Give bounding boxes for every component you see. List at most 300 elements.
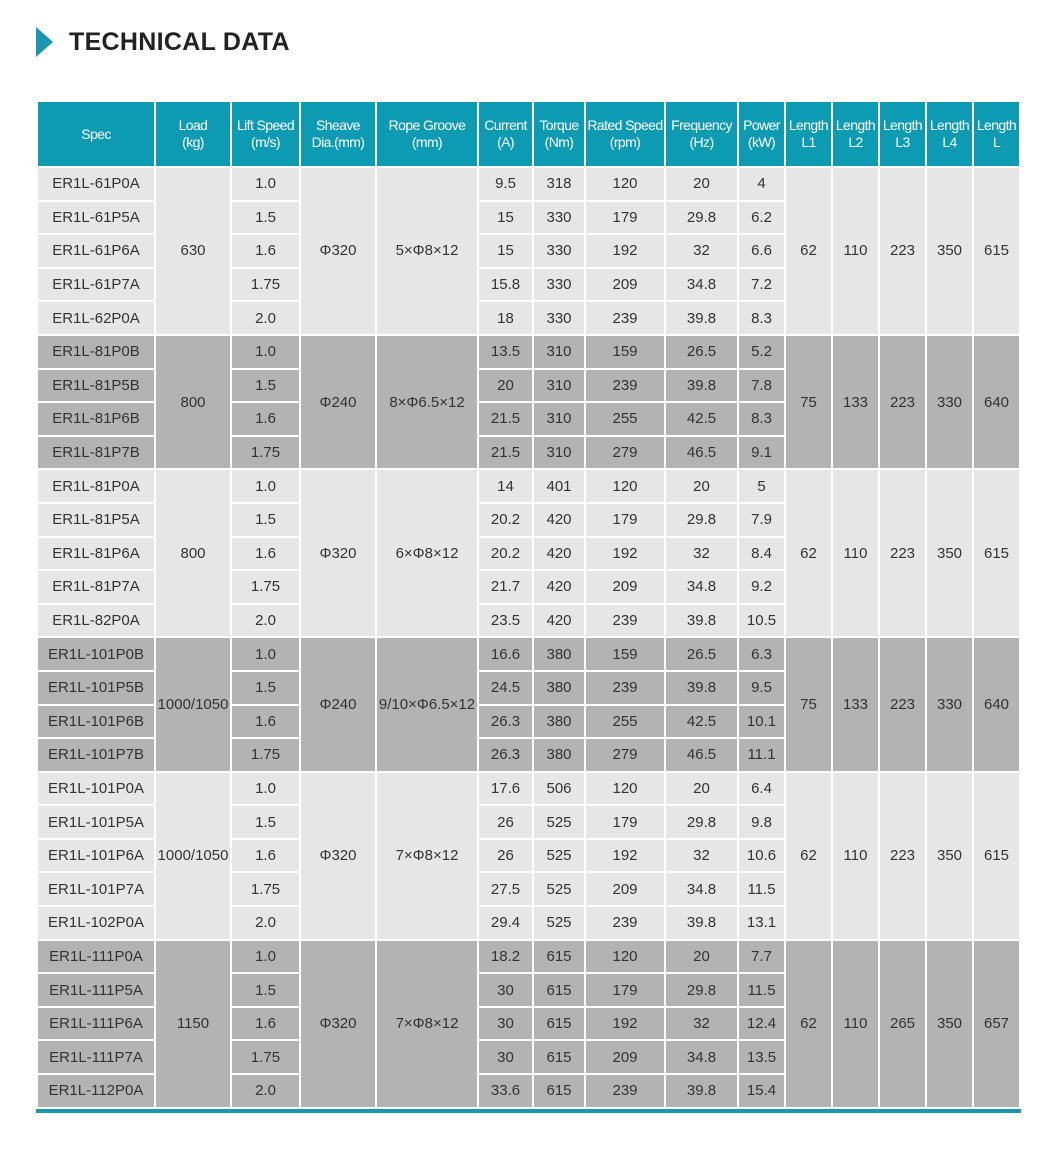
header-unit: L2 — [848, 134, 863, 150]
length-l2-cell: 133 — [833, 336, 878, 468]
spec-cell: ER1L-101P6B — [38, 706, 154, 738]
lift-speed-cell: 1.6 — [232, 235, 299, 267]
power-cell: 4 — [739, 168, 784, 200]
spec-cell: ER1L-81P5B — [38, 370, 154, 402]
header-unit: (A) — [497, 134, 514, 150]
power-cell: 9.5 — [739, 672, 784, 704]
frequency-cell: 32 — [666, 840, 737, 872]
page-title: TECHNICAL DATA — [69, 27, 290, 56]
length-l4-cell: 350 — [927, 941, 972, 1107]
power-cell: 10.5 — [739, 605, 784, 637]
spec-cell: ER1L-61P0A — [38, 168, 154, 200]
rated-speed-cell: 159 — [586, 638, 664, 670]
header-unit: (mm) — [411, 134, 443, 150]
current-cell: 17.6 — [479, 773, 532, 805]
torque-cell: 525 — [534, 907, 584, 939]
rated-speed-cell: 279 — [586, 739, 664, 771]
rated-speed-cell: 192 — [586, 538, 664, 570]
current-cell: 21.7 — [479, 571, 532, 603]
header-unit: (kg) — [182, 134, 204, 150]
current-cell: 33.6 — [479, 1075, 532, 1107]
current-cell: 15.8 — [479, 269, 532, 301]
torque-cell: 401 — [534, 470, 584, 502]
header-rope-groove — [377, 102, 477, 166]
rated-speed-cell: 179 — [586, 974, 664, 1006]
length-l1-cell: 75 — [786, 336, 831, 468]
header-label: Current — [484, 117, 527, 133]
current-cell: 26 — [479, 840, 532, 872]
torque-cell: 420 — [534, 571, 584, 603]
power-cell: 6.3 — [739, 638, 784, 670]
frequency-cell: 39.8 — [666, 370, 737, 402]
current-cell: 18.2 — [479, 941, 532, 973]
current-cell: 13.5 — [479, 336, 532, 368]
lift-speed-cell: 2.0 — [232, 1075, 299, 1107]
current-cell: 24.5 — [479, 672, 532, 704]
spec-cell: ER1L-81P7B — [38, 437, 154, 469]
length-l3-cell: 223 — [880, 336, 925, 468]
frequency-cell: 34.8 — [666, 571, 737, 603]
sheave-dia-cell: Φ320 — [301, 470, 375, 636]
header-unit: L4 — [942, 134, 957, 150]
rated-speed-cell: 209 — [586, 269, 664, 301]
current-cell: 27.5 — [479, 873, 532, 905]
power-cell: 7.2 — [739, 269, 784, 301]
spec-cell: ER1L-61P7A — [38, 269, 154, 301]
frequency-cell: 29.8 — [666, 202, 737, 234]
frequency-cell: 34.8 — [666, 1041, 737, 1073]
power-cell: 11.1 — [739, 739, 784, 771]
rated-speed-cell: 120 — [586, 470, 664, 502]
power-cell: 6.4 — [739, 773, 784, 805]
sheave-dia-cell: Φ320 — [301, 773, 375, 939]
torque-cell: 615 — [534, 941, 584, 973]
frequency-cell: 42.5 — [666, 403, 737, 435]
header-length-l — [974, 102, 1019, 166]
power-cell: 13.1 — [739, 907, 784, 939]
current-cell: 14 — [479, 470, 532, 502]
rated-speed-cell: 239 — [586, 1075, 664, 1107]
power-cell: 5.2 — [739, 336, 784, 368]
header-current — [479, 102, 532, 166]
lift-speed-cell: 1.6 — [232, 403, 299, 435]
lift-speed-cell: 2.0 — [232, 907, 299, 939]
spec-cell: ER1L-102P0A — [38, 907, 154, 939]
header-unit: L — [992, 134, 1001, 150]
frequency-cell: 20 — [666, 470, 737, 502]
frequency-cell: 34.8 — [666, 873, 737, 905]
header-sheave-dia — [301, 102, 375, 166]
frequency-cell: 46.5 — [666, 739, 737, 771]
frequency-cell: 46.5 — [666, 437, 737, 469]
power-cell: 5 — [739, 470, 784, 502]
length-l-cell: 640 — [974, 638, 1019, 770]
torque-cell: 615 — [534, 1041, 584, 1073]
header-unit: (Hz) — [689, 134, 714, 150]
load-cell: 1000/1050 — [156, 773, 230, 939]
current-cell: 26 — [479, 806, 532, 838]
torque-cell: 380 — [534, 672, 584, 704]
torque-cell: 420 — [534, 504, 584, 536]
torque-cell: 525 — [534, 806, 584, 838]
rated-speed-cell: 209 — [586, 873, 664, 905]
header-rated-speed — [586, 102, 664, 166]
spec-cell: ER1L-101P7B — [38, 739, 154, 771]
torque-cell: 615 — [534, 974, 584, 1006]
spec-cell: ER1L-81P6B — [38, 403, 154, 435]
rated-speed-cell: 239 — [586, 605, 664, 637]
rope-groove-cell: 8×Φ6.5×12 — [377, 336, 477, 468]
header-length-l4 — [927, 102, 972, 166]
spec-cell: ER1L-111P5A — [38, 974, 154, 1006]
rope-groove-cell: 7×Φ8×12 — [377, 773, 477, 939]
length-l1-cell: 62 — [786, 168, 831, 334]
torque-cell: 420 — [534, 605, 584, 637]
spec-cell: ER1L-111P7A — [38, 1041, 154, 1073]
lift-speed-cell: 1.75 — [232, 269, 299, 301]
rated-speed-cell: 239 — [586, 370, 664, 402]
rated-speed-cell: 239 — [586, 302, 664, 334]
load-cell: 630 — [156, 168, 230, 334]
frequency-cell: 20 — [666, 168, 737, 200]
power-cell: 10.1 — [739, 706, 784, 738]
spec-cell: ER1L-82P0A — [38, 605, 154, 637]
header-label: Sheave — [316, 117, 360, 133]
lift-speed-cell: 1.6 — [232, 538, 299, 570]
lift-speed-cell: 1.5 — [232, 370, 299, 402]
length-l-cell: 615 — [974, 470, 1019, 636]
frequency-cell: 29.8 — [666, 806, 737, 838]
power-cell: 9.1 — [739, 437, 784, 469]
current-cell: 30 — [479, 1008, 532, 1040]
frequency-cell: 32 — [666, 1008, 737, 1040]
torque-cell: 330 — [534, 269, 584, 301]
current-cell: 23.5 — [479, 605, 532, 637]
frequency-cell: 39.8 — [666, 907, 737, 939]
header-unit: L1 — [801, 134, 816, 150]
load-cell: 800 — [156, 470, 230, 636]
torque-cell: 380 — [534, 706, 584, 738]
frequency-cell: 39.8 — [666, 672, 737, 704]
header-label: Power — [743, 117, 780, 133]
header-label: Rated Speed — [587, 117, 663, 133]
table-body — [38, 168, 1019, 1107]
header-load — [156, 102, 230, 166]
frequency-cell: 29.8 — [666, 974, 737, 1006]
header-length-l3 — [880, 102, 925, 166]
torque-cell: 525 — [534, 873, 584, 905]
power-cell: 7.8 — [739, 370, 784, 402]
rated-speed-cell: 179 — [586, 202, 664, 234]
spec-cell: ER1L-61P5A — [38, 202, 154, 234]
header-length-l1 — [786, 102, 831, 166]
length-l4-cell: 350 — [927, 773, 972, 939]
rated-speed-cell: 120 — [586, 941, 664, 973]
power-cell: 6.6 — [739, 235, 784, 267]
spec-cell: ER1L-61P6A — [38, 235, 154, 267]
torque-cell: 380 — [534, 638, 584, 670]
length-l4-cell: 330 — [927, 336, 972, 468]
spec-cell: ER1L-81P0A — [38, 470, 154, 502]
rated-speed-cell: 209 — [586, 571, 664, 603]
lift-speed-cell: 1.75 — [232, 873, 299, 905]
torque-cell: 330 — [534, 235, 584, 267]
power-cell: 7.9 — [739, 504, 784, 536]
frequency-cell: 34.8 — [666, 269, 737, 301]
length-l4-cell: 330 — [927, 638, 972, 770]
sheave-dia-cell: Φ320 — [301, 168, 375, 334]
frequency-cell: 20 — [666, 773, 737, 805]
table-row — [38, 336, 1019, 368]
header-unit: (Nm) — [544, 134, 574, 150]
rated-speed-cell: 192 — [586, 840, 664, 872]
lift-speed-cell: 1.0 — [232, 773, 299, 805]
power-cell: 11.5 — [739, 974, 784, 1006]
lift-speed-cell: 1.5 — [232, 504, 299, 536]
lift-speed-cell: 1.0 — [232, 470, 299, 502]
rated-speed-cell: 239 — [586, 672, 664, 704]
current-cell: 16.6 — [479, 638, 532, 670]
technical-data-table — [36, 100, 1021, 1113]
sheave-dia-cell: Φ240 — [301, 336, 375, 468]
lift-speed-cell: 1.6 — [232, 840, 299, 872]
header-label: Load — [178, 117, 208, 133]
length-l3-cell: 223 — [880, 470, 925, 636]
length-l3-cell: 223 — [880, 168, 925, 334]
header-power — [739, 102, 784, 166]
lift-speed-cell: 1.5 — [232, 202, 299, 234]
length-l2-cell: 110 — [833, 470, 878, 636]
rope-groove-cell: 7×Φ8×12 — [377, 941, 477, 1107]
current-cell: 15 — [479, 235, 532, 267]
spec-cell: ER1L-101P7A — [38, 873, 154, 905]
current-cell: 15 — [479, 202, 532, 234]
spec-cell: ER1L-101P5B — [38, 672, 154, 704]
torque-cell: 380 — [534, 739, 584, 771]
power-cell: 6.2 — [739, 202, 784, 234]
load-cell: 1150 — [156, 941, 230, 1107]
frequency-cell: 32 — [666, 235, 737, 267]
header-label: Length — [882, 117, 923, 133]
header-label: Frequency — [671, 117, 732, 133]
table-row — [38, 638, 1019, 670]
length-l1-cell: 75 — [786, 638, 831, 770]
header-frequency — [666, 102, 737, 166]
rated-speed-cell: 239 — [586, 907, 664, 939]
length-l2-cell: 110 — [833, 941, 878, 1107]
length-l2-cell: 110 — [833, 773, 878, 939]
power-cell: 8.3 — [739, 302, 784, 334]
length-l1-cell: 62 — [786, 773, 831, 939]
torque-cell: 615 — [534, 1075, 584, 1107]
header-label: Spec — [81, 125, 111, 142]
power-cell: 13.5 — [739, 1041, 784, 1073]
rated-speed-cell: 255 — [586, 403, 664, 435]
torque-cell: 615 — [534, 1008, 584, 1040]
current-cell: 26.3 — [479, 739, 532, 771]
current-cell: 21.5 — [479, 437, 532, 469]
power-cell: 7.7 — [739, 941, 784, 973]
current-cell: 26.3 — [479, 706, 532, 738]
frequency-cell: 26.5 — [666, 638, 737, 670]
lift-speed-cell: 1.75 — [232, 739, 299, 771]
length-l3-cell: 265 — [880, 941, 925, 1107]
spec-cell: ER1L-111P0A — [38, 941, 154, 973]
spec-cell: ER1L-81P6A — [38, 538, 154, 570]
header-label: Length — [929, 117, 970, 133]
torque-cell: 330 — [534, 202, 584, 234]
load-cell: 800 — [156, 336, 230, 468]
lift-speed-cell: 1.6 — [232, 1008, 299, 1040]
length-l1-cell: 62 — [786, 941, 831, 1107]
lift-speed-cell: 2.0 — [232, 605, 299, 637]
sheave-dia-cell: Φ240 — [301, 638, 375, 770]
torque-cell: 310 — [534, 370, 584, 402]
spec-cell: ER1L-81P7A — [38, 571, 154, 603]
header-length-l2 — [833, 102, 878, 166]
rated-speed-cell: 209 — [586, 1041, 664, 1073]
table-row — [38, 470, 1019, 502]
frequency-cell: 32 — [666, 538, 737, 570]
frequency-cell: 29.8 — [666, 504, 737, 536]
rated-speed-cell: 120 — [586, 168, 664, 200]
length-l-cell: 657 — [974, 941, 1019, 1107]
current-cell: 21.5 — [479, 403, 532, 435]
header-label: Lift Speed — [236, 117, 295, 133]
current-cell: 30 — [479, 1041, 532, 1073]
rope-groove-cell: 9/10×Φ6.5×12 — [377, 638, 477, 770]
power-cell: 12.4 — [739, 1008, 784, 1040]
spec-cell: ER1L-111P6A — [38, 1008, 154, 1040]
header-unit: (rpm) — [609, 134, 641, 150]
torque-cell: 310 — [534, 403, 584, 435]
current-cell: 29.4 — [479, 907, 532, 939]
triangle-bullet-icon — [36, 27, 53, 57]
lift-speed-cell: 1.6 — [232, 706, 299, 738]
lift-speed-cell: 1.0 — [232, 941, 299, 973]
table-row — [38, 773, 1019, 805]
spec-cell: ER1L-81P5A — [38, 504, 154, 536]
sheave-dia-cell: Φ320 — [301, 941, 375, 1107]
power-cell: 11.5 — [739, 873, 784, 905]
current-cell: 20.2 — [479, 504, 532, 536]
length-l3-cell: 223 — [880, 638, 925, 770]
spec-cell: ER1L-101P5A — [38, 806, 154, 838]
header-unit: (kW) — [747, 134, 776, 150]
lift-speed-cell: 1.5 — [232, 806, 299, 838]
torque-cell: 318 — [534, 168, 584, 200]
frequency-cell: 26.5 — [666, 336, 737, 368]
current-cell: 9.5 — [479, 168, 532, 200]
header-label: Rope Groove — [388, 117, 466, 133]
length-l2-cell: 133 — [833, 638, 878, 770]
current-cell: 20 — [479, 370, 532, 402]
lift-speed-cell: 1.0 — [232, 168, 299, 200]
frequency-cell: 42.5 — [666, 706, 737, 738]
lift-speed-cell: 1.5 — [232, 672, 299, 704]
torque-cell: 525 — [534, 840, 584, 872]
rated-speed-cell: 159 — [586, 336, 664, 368]
length-l3-cell: 223 — [880, 773, 925, 939]
length-l2-cell: 110 — [833, 168, 878, 334]
lift-speed-cell: 1.75 — [232, 571, 299, 603]
table-row — [38, 168, 1019, 200]
lift-speed-cell: 1.0 — [232, 638, 299, 670]
header-torque — [534, 102, 584, 166]
table-row — [38, 941, 1019, 973]
spec-cell: ER1L-101P0A — [38, 773, 154, 805]
header-label: Length — [976, 117, 1017, 133]
rated-speed-cell: 179 — [586, 504, 664, 536]
rated-speed-cell: 120 — [586, 773, 664, 805]
torque-cell: 330 — [534, 302, 584, 334]
length-l1-cell: 62 — [786, 470, 831, 636]
rated-speed-cell: 192 — [586, 1008, 664, 1040]
rated-speed-cell: 179 — [586, 806, 664, 838]
header-unit: (m/s) — [251, 134, 280, 150]
lift-speed-cell: 1.5 — [232, 974, 299, 1006]
frequency-cell: 20 — [666, 941, 737, 973]
current-cell: 18 — [479, 302, 532, 334]
lift-speed-cell: 1.0 — [232, 336, 299, 368]
power-cell: 9.8 — [739, 806, 784, 838]
torque-cell: 420 — [534, 538, 584, 570]
rated-speed-cell: 279 — [586, 437, 664, 469]
lift-speed-cell: 1.75 — [232, 1041, 299, 1073]
spec-cell: ER1L-101P0B — [38, 638, 154, 670]
frequency-cell: 39.8 — [666, 302, 737, 334]
current-cell: 20.2 — [479, 538, 532, 570]
rope-groove-cell: 5×Φ8×12 — [377, 168, 477, 334]
header-label: Torque — [539, 117, 579, 133]
header-unit: Dia.(mm) — [311, 134, 365, 150]
power-cell: 9.2 — [739, 571, 784, 603]
rated-speed-cell: 255 — [586, 706, 664, 738]
spec-cell: ER1L-81P0B — [38, 336, 154, 368]
length-l4-cell: 350 — [927, 470, 972, 636]
table-header-row — [38, 102, 1019, 166]
header-unit: L3 — [895, 134, 910, 150]
rope-groove-cell: 6×Φ8×12 — [377, 470, 477, 636]
torque-cell: 310 — [534, 437, 584, 469]
current-cell: 30 — [479, 974, 532, 1006]
header-label: Length — [835, 117, 876, 133]
length-l-cell: 615 — [974, 168, 1019, 334]
header-lift-speed — [232, 102, 299, 166]
length-l-cell: 640 — [974, 336, 1019, 468]
header-label: Length — [788, 117, 829, 133]
frequency-cell: 39.8 — [666, 605, 737, 637]
load-cell: 1000/1050 — [156, 638, 230, 770]
power-cell: 8.4 — [739, 538, 784, 570]
spec-cell: ER1L-112P0A — [38, 1075, 154, 1107]
section-header — [36, 27, 290, 57]
power-cell: 10.6 — [739, 840, 784, 872]
frequency-cell: 39.8 — [666, 1075, 737, 1107]
spec-cell: ER1L-62P0A — [38, 302, 154, 334]
lift-speed-cell: 1.75 — [232, 437, 299, 469]
spec-cell: ER1L-101P6A — [38, 840, 154, 872]
rated-speed-cell: 192 — [586, 235, 664, 267]
length-l-cell: 615 — [974, 773, 1019, 939]
torque-cell: 310 — [534, 336, 584, 368]
power-cell: 15.4 — [739, 1075, 784, 1107]
lift-speed-cell: 2.0 — [232, 302, 299, 334]
header-spec — [38, 102, 154, 166]
torque-cell: 506 — [534, 773, 584, 805]
power-cell: 8.3 — [739, 403, 784, 435]
length-l4-cell: 350 — [927, 168, 972, 334]
